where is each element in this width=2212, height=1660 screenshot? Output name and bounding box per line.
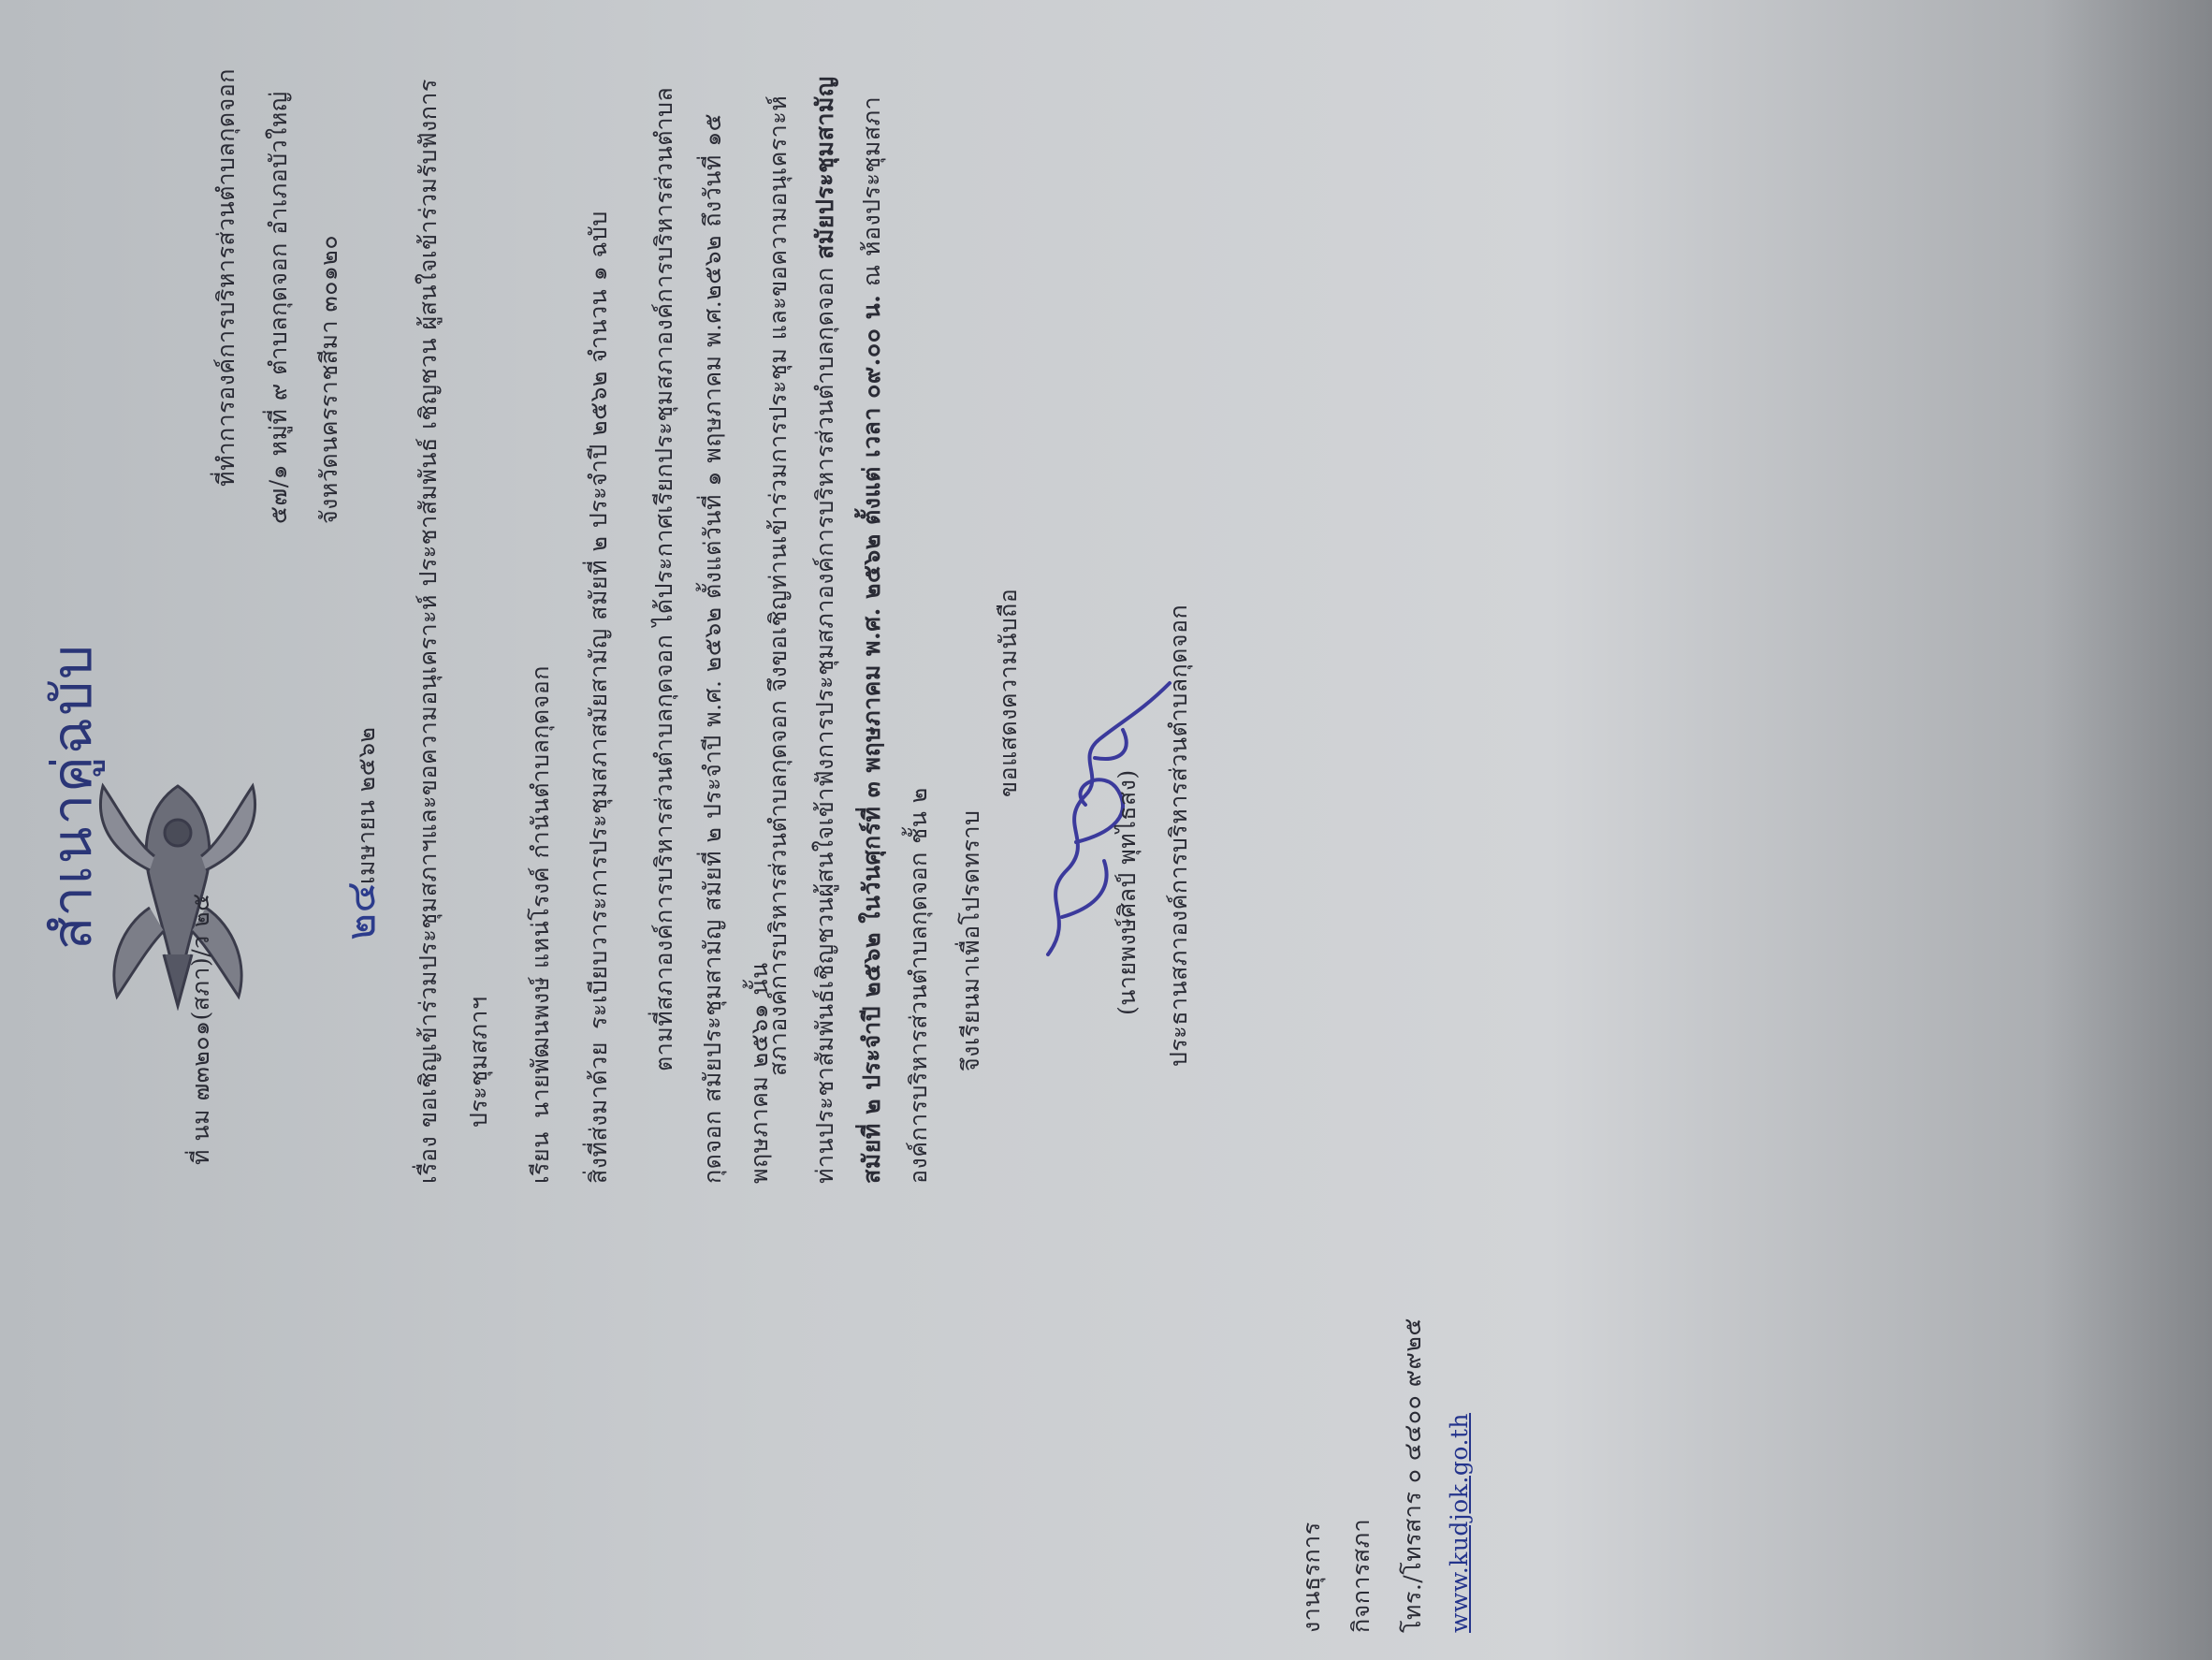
- paragraph2-line-2-text: ท่านประชาสัมพันธ์เชิญชวนผู้สนใจเข้าฟังการประชุมสภาองค์การบริหารส่วนตำบลกุดจอก: [811, 258, 838, 1184]
- office-line-1: ที่ทำการองค์การบริหารส่วนตำบลกุดจอก: [212, 68, 240, 487]
- page-edge-shadow: [2044, 0, 2212, 1660]
- footer-phone: โทร./โทรสาร ๐ ๔๔๐๐ ๙๙๒๕: [1399, 1318, 1426, 1633]
- signer-position: ประธานสภาองค์การบริหารส่วนตำบลกุดจอก: [1165, 604, 1192, 1067]
- paragraph2-line-1: สภาองค์การบริหารส่วนตำบลกุดจอก จึงขอเชิญท่านเข้าร่วมการประชุม และขอความอนุเคราะห์: [764, 95, 792, 1076]
- paragraph1-line-3: พฤษภาคม ๒๕๖๑ นั้น: [746, 962, 773, 1184]
- footer-website-link[interactable]: www.kudjok.go.th: [1446, 1412, 1473, 1633]
- paragraph2-line-3: [853, 96, 891, 1184]
- attachment-label: สิ่งที่ส่งมาด้วย: [585, 1041, 612, 1184]
- garuda-emblem: [84, 767, 271, 1011]
- paragraph2-meeting-time: สมัยที่ ๒ ประจำปี ๒๕๖๒ ในวันศุกร์ที่ ๓ พฤษภาคม พ.ศ. ๒๕๖๒ ตั้งแต่ เวลา ๐๙.๐๐ น.: [858, 294, 885, 1184]
- footer-unit: กิจการสภา: [1347, 1518, 1375, 1633]
- date-month-year: เมษายน ๒๕๖๒: [353, 726, 380, 884]
- attachment-text: ระเบียบวาระการประชุมสภาสมัยสามัญ สมัยที่ ๒ ประจำปี ๒๕๖๒ จำนวน ๑ ฉบับ: [585, 211, 612, 1029]
- paragraph1-line-1: ตามที่สภาองค์การบริหารส่วนตำบลกุดจอก ได้ประกาศเรียกประชุมสภาองค์การบริหารส่วนตำบล: [650, 86, 677, 1071]
- paragraph2-session-bold: สมัยประชุมสามัญ: [811, 76, 838, 259]
- date-day-handwritten: ๒๔: [337, 881, 385, 940]
- salutation-recipient: นายพัฒนพงษ์ แหน่โรงค์ กำนันตำบลกุดจอก: [527, 665, 554, 1118]
- subject-line-1: ขอเชิญเข้าร่วมประชุมสภาฯและขอความอนุเคราะห์ ประชาสัมพันธ์ เชิญชวน ผู้สนใจเข้าร่วมรับฟังการ: [415, 79, 442, 1128]
- paragraph2-line-3-tail: ณ ห้องประชุมสภา: [858, 95, 885, 295]
- footer-department: งานธุรการ: [1298, 1522, 1325, 1633]
- handwritten-signature: [1011, 674, 1179, 983]
- office-line-2: ๕๗/๑ หมู่ที่ ๙ ตำบลกุดจอก อำเภอบัวใหญ่: [265, 91, 292, 524]
- paragraph1-line-2: กุดจอก สมัยประชุมสามัญ สมัยที่ ๒ ประจำปี พ.ศ. ๒๕๖๒ ตั้งแต่วันที่ ๑ พฤษภาคม พ.ศ.๒๕๖๒ ถึงวันที่ ๑๕: [699, 112, 726, 1184]
- closing-request: จึงเรียนมาเพื่อโปรดทราบ: [957, 809, 984, 1071]
- copy-stamp-title: สำเนาคู่ฉบับ: [40, 643, 104, 950]
- paragraph2-line-4: องค์การบริหารส่วนตำบลกุดจอก ชั้น ๒: [905, 787, 932, 1184]
- signer-name: (นายพงษ์ศิลป์ พุทไธสง): [1113, 769, 1141, 1015]
- office-line-3: จังหวัดนครราชสีมา ๓๐๑๒๐: [315, 235, 342, 524]
- salutation-label: เรียน: [527, 1131, 554, 1184]
- subject-line-2: ประชุมสภาฯ: [465, 996, 492, 1128]
- subject-label: เรื่อง: [415, 1135, 442, 1184]
- paragraph2-line-2: [807, 76, 844, 1184]
- document-number: ที่ นม ๗๓๒๐๑(สภา)/ว ๒๕: [187, 893, 214, 1165]
- closing-regards: ขอแสดงความนับถือ: [995, 588, 1022, 797]
